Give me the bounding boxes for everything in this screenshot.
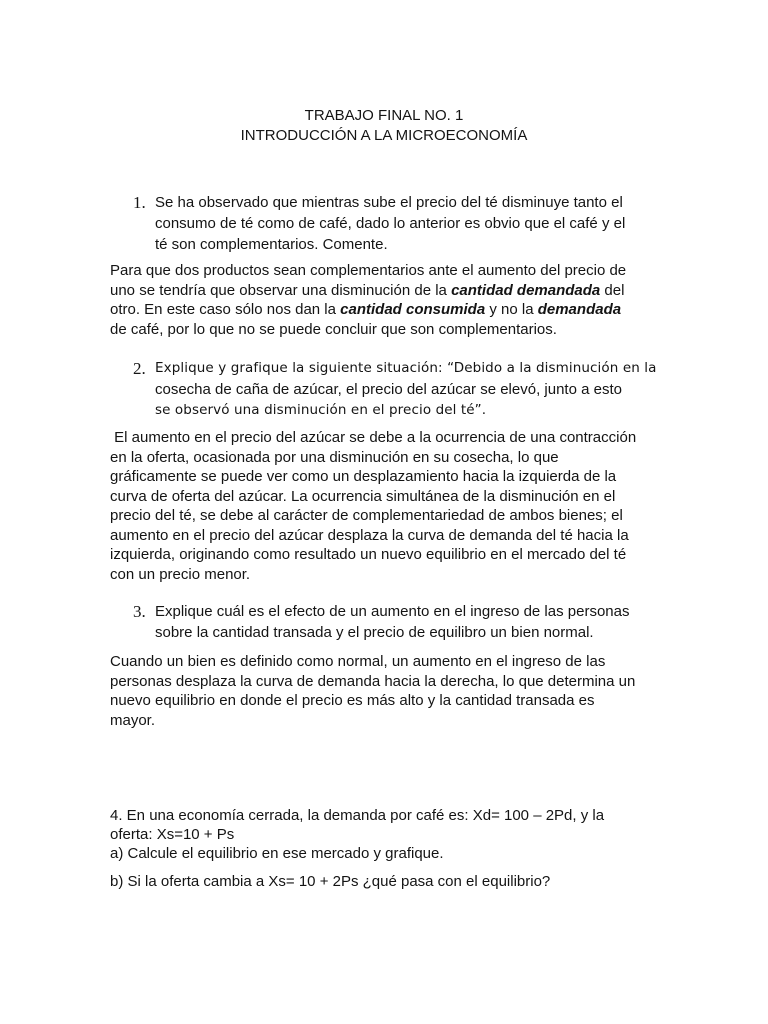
answer-text: otro. En este caso sólo nos dan la [110,301,341,318]
question-number: 2. [133,359,146,378]
question-3 [133,601,653,643]
answer-line [110,300,655,320]
emphasis-cantidad-consumida: cantidad consumida [340,301,486,318]
answer-3 [110,652,655,730]
question-line: oferta: Xs=10 + Ps [110,826,235,843]
question-text [155,601,653,643]
answer-line: curva de oferta del azúcar. La ocurrencia simultánea de la disminución en el [110,487,616,505]
answer-text: y no la [485,301,538,318]
title-line-2: INTRODUCCIÓN A LA MICROECONOMÍA [240,127,528,144]
answer-line: de café, por lo que no se puede concluir que son complementarios. [110,320,557,338]
answer-line: Cuando un bien es definido como normal, un aumento en el ingreso de las [110,653,606,670]
answer-line: aumento en el precio del azúcar desplaza la curva de demanda del té hacia la [110,526,629,544]
question-line: Explique cuál es el efecto de un aumento en el ingreso de las personas [155,603,630,620]
question-number: 1. [133,193,146,212]
answer-1 [110,261,655,339]
answer-line: izquierda, originando como resultado un nuevo equilibrio en el mercado del té [110,546,627,563]
answer-line: El aumento en el precio del azúcar se debe a la ocurrencia de una contracción [110,429,637,446]
emphasis-demandada: demandada [537,301,622,318]
answer-2 [110,428,655,584]
question-line: sobre la cantidad transada y el precio de equilibro un bien normal. [155,624,594,641]
question-line: consumo de té como de café, dado lo anterior es obvio que el café y el [155,215,626,232]
answer-line: nuevo equilibrio en donde el precio es más alto y la cantidad transada es [110,692,595,709]
title-line-1: TRABAJO FINAL NO. 1 [304,107,464,124]
answer-line: gráficamente se puede ver como un desplazamiento hacia la izquierda de la [110,468,617,485]
answer-line: personas desplaza la curva de demanda hacia la derecha, lo que determina un [110,672,636,690]
answer-line: precio del té, se debe al carácter de complementariedad de ambos bienes; el [110,507,623,524]
question-line: a) Calcule el equilibrio en ese mercado y grafique. [110,845,444,862]
emphasis-cantidad-demandada: cantidad demandada [451,281,601,299]
question-line: Explique y grafique la siguiente situación: “Debido a la disminución en la [155,360,657,376]
answer-line: con un precio menor. [110,565,251,583]
question-line: 4. En una economía cerrada, la demanda por café es: Xd= 100 – 2Pd, y la [110,807,605,824]
question-1 [133,192,653,255]
question-line: b) Si la oferta cambia a Xs= 10 + 2Ps ¿qué pasa con el equilibrio? [110,873,551,890]
answer-line: Para que dos productos sean complementarios ante el aumento del precio de [110,262,627,279]
question-line: cosecha de caña de azúcar, el precio del azúcar se elevó, junto a esto [155,381,622,398]
answer-line [110,281,655,301]
question-line: Se ha observado que mientras sube el precio del té disminuye tanto el [155,194,623,211]
question-text [155,192,653,255]
question-text [155,358,657,421]
question-line: se observó una disminución en el precio del té”. [155,402,487,418]
document-title [0,106,768,146]
question-4 [110,806,655,863]
answer-text: del [600,281,625,299]
answer-line: mayor. [110,711,156,729]
question-2 [133,358,657,421]
answer-text: uno se tendría que observar una disminución de la [110,281,452,299]
question-4-part-b [110,872,655,892]
question-line: té son complementarios. Comente. [155,236,388,253]
question-number: 3. [133,602,146,621]
answer-line: en la oferta, ocasionada por una disminución en su cosecha, lo que [110,448,559,466]
